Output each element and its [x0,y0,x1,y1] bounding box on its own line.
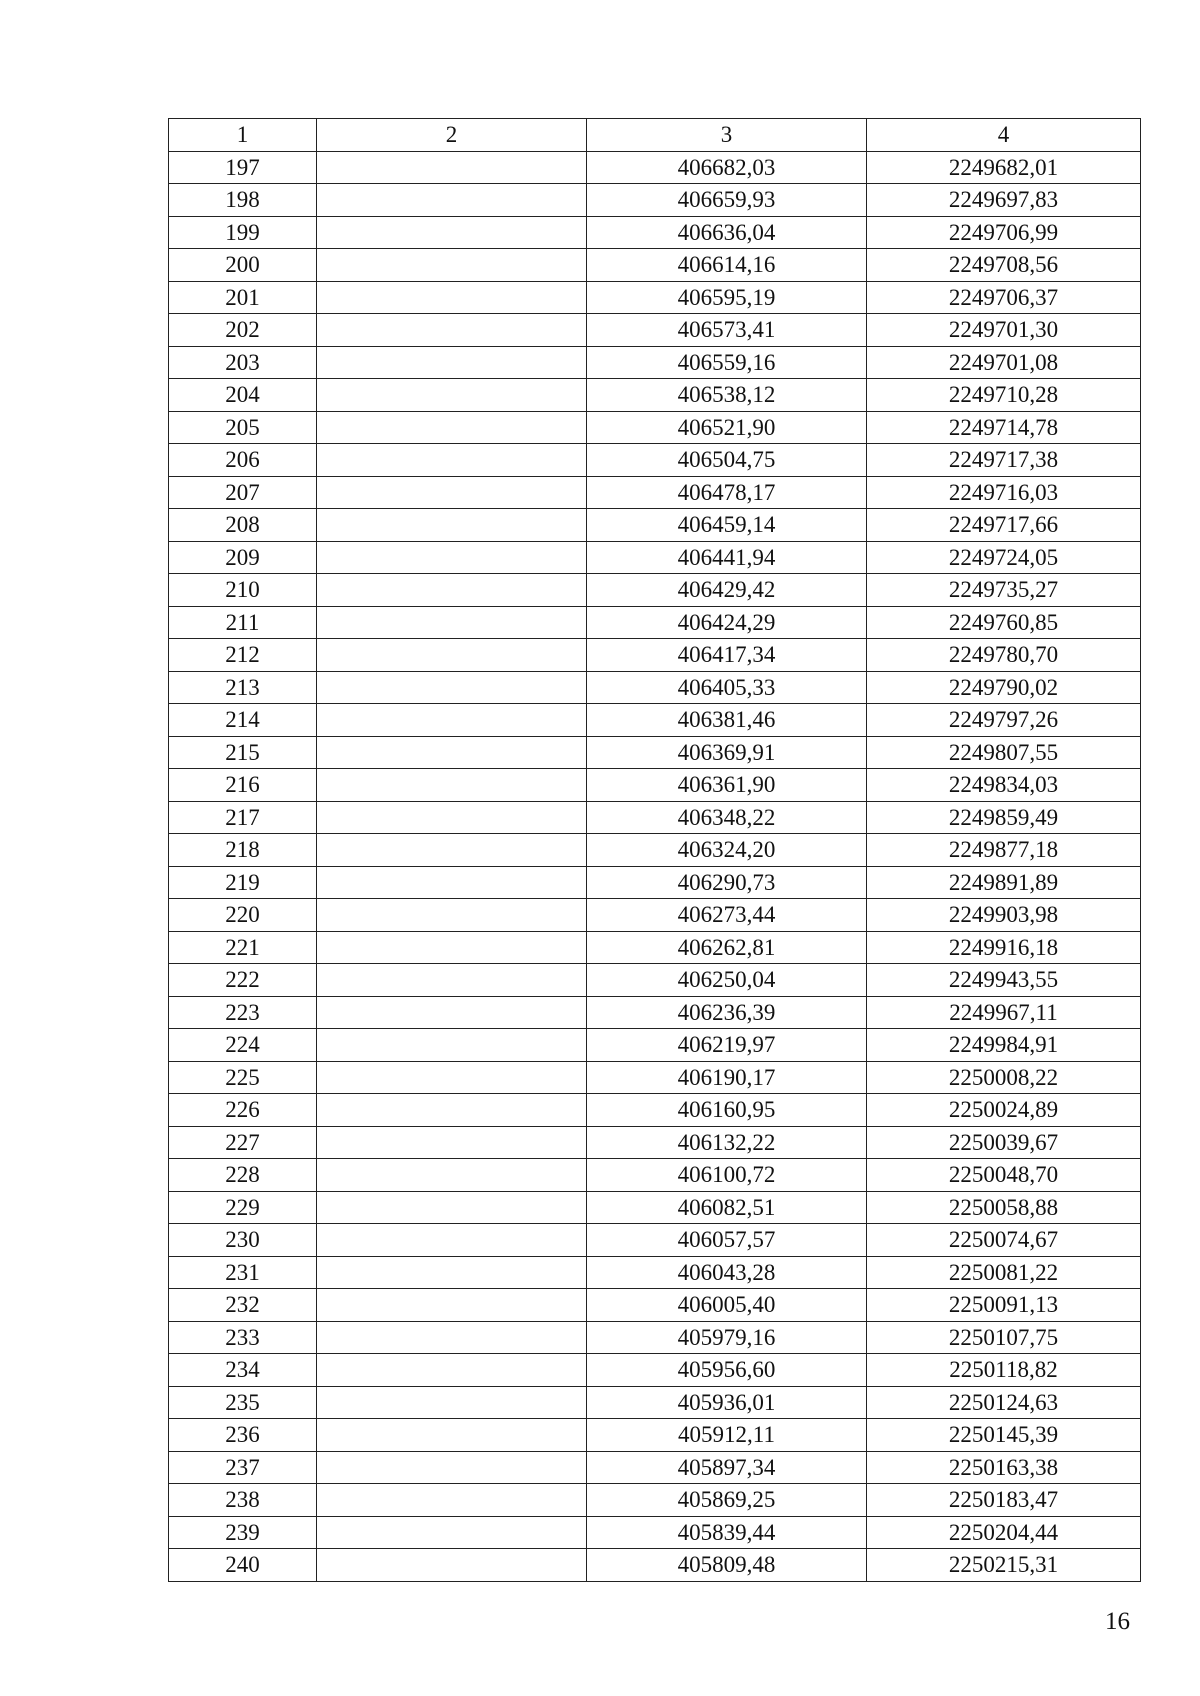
table-row [169,639,1141,672]
column-2-cell [317,444,587,477]
column-2-cell [317,1224,587,1257]
y-coordinate-cell: 2249717,38 [867,444,1141,477]
column-2-cell [317,801,587,834]
y-coordinate-cell: 2249797,26 [867,704,1141,737]
point-number-cell: 240 [169,1549,317,1582]
column-header-2: 2 [317,119,587,152]
column-2-cell [317,606,587,639]
column-2-cell [317,1549,587,1582]
y-coordinate-cell: 2249877,18 [867,834,1141,867]
table-row [169,509,1141,542]
x-coordinate-cell: 406057,57 [587,1224,867,1257]
table-row [169,1224,1141,1257]
y-coordinate-cell: 2250215,31 [867,1549,1141,1582]
table-row [169,736,1141,769]
table-row [169,379,1141,412]
table-row [169,1289,1141,1322]
y-coordinate-cell: 2249735,27 [867,574,1141,607]
point-number-cell: 206 [169,444,317,477]
point-number-cell: 227 [169,1126,317,1159]
column-2-cell [317,671,587,704]
x-coordinate-cell: 406236,39 [587,996,867,1029]
x-coordinate-cell: 406405,33 [587,671,867,704]
y-coordinate-cell: 2249790,02 [867,671,1141,704]
y-coordinate-cell: 2249780,70 [867,639,1141,672]
y-coordinate-cell: 2249967,11 [867,996,1141,1029]
x-coordinate-cell: 406043,28 [587,1256,867,1289]
y-coordinate-cell: 2249714,78 [867,411,1141,444]
point-number-cell: 218 [169,834,317,867]
column-2-cell [317,1321,587,1354]
point-number-cell: 203 [169,346,317,379]
table-row [169,996,1141,1029]
table-row [169,151,1141,184]
table-row [169,606,1141,639]
y-coordinate-cell: 2250145,39 [867,1419,1141,1452]
column-header-1: 1 [169,119,317,152]
x-coordinate-cell: 406595,19 [587,281,867,314]
point-number-cell: 230 [169,1224,317,1257]
column-2-cell [317,314,587,347]
table-row [169,769,1141,802]
point-number-cell: 211 [169,606,317,639]
x-coordinate-cell: 406682,03 [587,151,867,184]
table-row [169,931,1141,964]
table-row [169,249,1141,282]
x-coordinate-cell: 406417,34 [587,639,867,672]
column-2-cell [317,1289,587,1322]
x-coordinate-cell: 406441,94 [587,541,867,574]
point-number-cell: 199 [169,216,317,249]
column-2-cell [317,769,587,802]
x-coordinate-cell: 406478,17 [587,476,867,509]
x-coordinate-cell: 406504,75 [587,444,867,477]
x-coordinate-cell: 406262,81 [587,931,867,964]
table-row [169,899,1141,932]
table-row [169,1549,1141,1582]
x-coordinate-cell: 406290,73 [587,866,867,899]
table-row [169,1386,1141,1419]
column-2-cell [317,931,587,964]
column-2-cell [317,1061,587,1094]
column-2-cell [317,151,587,184]
column-2-cell [317,736,587,769]
table-row [169,1484,1141,1517]
y-coordinate-cell: 2249859,49 [867,801,1141,834]
x-coordinate-cell: 406559,16 [587,346,867,379]
y-coordinate-cell: 2249891,89 [867,866,1141,899]
x-coordinate-cell: 405869,25 [587,1484,867,1517]
y-coordinate-cell: 2249710,28 [867,379,1141,412]
y-coordinate-cell: 2249760,85 [867,606,1141,639]
x-coordinate-cell: 405956,60 [587,1354,867,1387]
column-2-cell [317,1484,587,1517]
point-number-cell: 216 [169,769,317,802]
column-2-cell [317,249,587,282]
point-number-cell: 231 [169,1256,317,1289]
table-row [169,1029,1141,1062]
column-2-cell [317,281,587,314]
x-coordinate-cell: 406369,91 [587,736,867,769]
y-coordinate-cell: 2250204,44 [867,1516,1141,1549]
point-number-cell: 220 [169,899,317,932]
table-row [169,671,1141,704]
table-row [169,1419,1141,1452]
table-row [169,1159,1141,1192]
page-number: 16 [1105,1608,1130,1635]
y-coordinate-cell: 2250183,47 [867,1484,1141,1517]
column-2-cell [317,866,587,899]
point-number-cell: 205 [169,411,317,444]
x-coordinate-cell: 405979,16 [587,1321,867,1354]
y-coordinate-cell: 2250091,13 [867,1289,1141,1322]
table-row [169,281,1141,314]
column-2-cell [317,899,587,932]
column-2-cell [317,1419,587,1452]
y-coordinate-cell: 2249916,18 [867,931,1141,964]
x-coordinate-cell: 406082,51 [587,1191,867,1224]
column-2-cell [317,964,587,997]
table-row [169,411,1141,444]
point-number-cell: 222 [169,964,317,997]
x-coordinate-cell: 406132,22 [587,1126,867,1159]
table-row [169,1256,1141,1289]
y-coordinate-cell: 2250163,38 [867,1451,1141,1484]
coordinates-table [168,118,1141,1582]
x-coordinate-cell: 406160,95 [587,1094,867,1127]
point-number-cell: 217 [169,801,317,834]
point-number-cell: 237 [169,1451,317,1484]
point-number-cell: 198 [169,184,317,217]
point-number-cell: 210 [169,574,317,607]
column-header-4: 4 [867,119,1141,152]
column-2-cell [317,1256,587,1289]
y-coordinate-cell: 2249903,98 [867,899,1141,932]
x-coordinate-cell: 406659,93 [587,184,867,217]
x-coordinate-cell: 406324,20 [587,834,867,867]
column-2-cell [317,1191,587,1224]
point-number-cell: 221 [169,931,317,964]
point-number-cell: 207 [169,476,317,509]
table-row [169,866,1141,899]
y-coordinate-cell: 2250058,88 [867,1191,1141,1224]
y-coordinate-cell: 2250008,22 [867,1061,1141,1094]
table-row [169,1061,1141,1094]
x-coordinate-cell: 405839,44 [587,1516,867,1549]
x-coordinate-cell: 406424,29 [587,606,867,639]
y-coordinate-cell: 2250048,70 [867,1159,1141,1192]
point-number-cell: 219 [169,866,317,899]
point-number-cell: 238 [169,1484,317,1517]
y-coordinate-cell: 2249701,30 [867,314,1141,347]
column-2-cell [317,996,587,1029]
y-coordinate-cell: 2250074,67 [867,1224,1141,1257]
table-row [169,346,1141,379]
table-row [169,801,1141,834]
x-coordinate-cell: 405809,48 [587,1549,867,1582]
column-2-cell [317,1451,587,1484]
point-number-cell: 215 [169,736,317,769]
column-2-cell [317,1126,587,1159]
x-coordinate-cell: 406538,12 [587,379,867,412]
y-coordinate-cell: 2249717,66 [867,509,1141,542]
table-row [169,476,1141,509]
column-header-3: 3 [587,119,867,152]
column-2-cell [317,509,587,542]
x-coordinate-cell: 406273,44 [587,899,867,932]
y-coordinate-cell: 2249716,03 [867,476,1141,509]
column-2-cell [317,346,587,379]
x-coordinate-cell: 406250,04 [587,964,867,997]
y-coordinate-cell: 2250118,82 [867,1354,1141,1387]
y-coordinate-cell: 2250024,89 [867,1094,1141,1127]
column-2-cell [317,1516,587,1549]
column-2-cell [317,574,587,607]
table-row [169,1094,1141,1127]
table-row [169,1354,1141,1387]
point-number-cell: 224 [169,1029,317,1062]
point-number-cell: 236 [169,1419,317,1452]
x-coordinate-cell: 406636,04 [587,216,867,249]
column-2-cell [317,216,587,249]
column-2-cell [317,1386,587,1419]
x-coordinate-cell: 406190,17 [587,1061,867,1094]
column-2-cell [317,834,587,867]
x-coordinate-cell: 406348,22 [587,801,867,834]
y-coordinate-cell: 2249701,08 [867,346,1141,379]
y-coordinate-cell: 2249984,91 [867,1029,1141,1062]
point-number-cell: 232 [169,1289,317,1322]
table-row [169,444,1141,477]
column-2-cell [317,704,587,737]
x-coordinate-cell: 406614,16 [587,249,867,282]
point-number-cell: 223 [169,996,317,1029]
column-2-cell [317,1354,587,1387]
x-coordinate-cell: 406573,41 [587,314,867,347]
x-coordinate-cell: 405912,11 [587,1419,867,1452]
x-coordinate-cell: 406361,90 [587,769,867,802]
point-number-cell: 201 [169,281,317,314]
point-number-cell: 212 [169,639,317,672]
table-row [169,184,1141,217]
column-2-cell [317,476,587,509]
table-row [169,834,1141,867]
y-coordinate-cell: 2249724,05 [867,541,1141,574]
table-row [169,314,1141,347]
y-coordinate-cell: 2249943,55 [867,964,1141,997]
point-number-cell: 209 [169,541,317,574]
point-number-cell: 239 [169,1516,317,1549]
point-number-cell: 229 [169,1191,317,1224]
x-coordinate-cell: 406521,90 [587,411,867,444]
column-2-cell [317,639,587,672]
table-body [169,151,1141,1581]
table-row [169,574,1141,607]
table-row [169,1321,1141,1354]
table-row [169,1451,1141,1484]
column-2-cell [317,184,587,217]
column-2-cell [317,411,587,444]
point-number-cell: 225 [169,1061,317,1094]
x-coordinate-cell: 405936,01 [587,1386,867,1419]
y-coordinate-cell: 2249834,03 [867,769,1141,802]
x-coordinate-cell: 406219,97 [587,1029,867,1062]
y-coordinate-cell: 2249706,37 [867,281,1141,314]
x-coordinate-cell: 406381,46 [587,704,867,737]
y-coordinate-cell: 2250107,75 [867,1321,1141,1354]
y-coordinate-cell: 2249706,99 [867,216,1141,249]
point-number-cell: 202 [169,314,317,347]
column-2-cell [317,1029,587,1062]
x-coordinate-cell: 405897,34 [587,1451,867,1484]
column-2-cell [317,1159,587,1192]
y-coordinate-cell: 2250124,63 [867,1386,1141,1419]
x-coordinate-cell: 406100,72 [587,1159,867,1192]
point-number-cell: 228 [169,1159,317,1192]
column-2-cell [317,379,587,412]
table-header-row [169,119,1141,152]
point-number-cell: 234 [169,1354,317,1387]
y-coordinate-cell: 2250081,22 [867,1256,1141,1289]
point-number-cell: 200 [169,249,317,282]
point-number-cell: 233 [169,1321,317,1354]
point-number-cell: 204 [169,379,317,412]
column-2-cell [317,1094,587,1127]
point-number-cell: 235 [169,1386,317,1419]
y-coordinate-cell: 2250039,67 [867,1126,1141,1159]
point-number-cell: 197 [169,151,317,184]
point-number-cell: 208 [169,509,317,542]
y-coordinate-cell: 2249708,56 [867,249,1141,282]
column-2-cell [317,541,587,574]
table-row [169,1516,1141,1549]
table-row [169,964,1141,997]
y-coordinate-cell: 2249697,83 [867,184,1141,217]
x-coordinate-cell: 406005,40 [587,1289,867,1322]
table-row [169,1126,1141,1159]
table-row [169,704,1141,737]
table-row [169,1191,1141,1224]
table-row [169,216,1141,249]
point-number-cell: 213 [169,671,317,704]
point-number-cell: 226 [169,1094,317,1127]
table-row [169,541,1141,574]
x-coordinate-cell: 406459,14 [587,509,867,542]
y-coordinate-cell: 2249682,01 [867,151,1141,184]
y-coordinate-cell: 2249807,55 [867,736,1141,769]
point-number-cell: 214 [169,704,317,737]
x-coordinate-cell: 406429,42 [587,574,867,607]
